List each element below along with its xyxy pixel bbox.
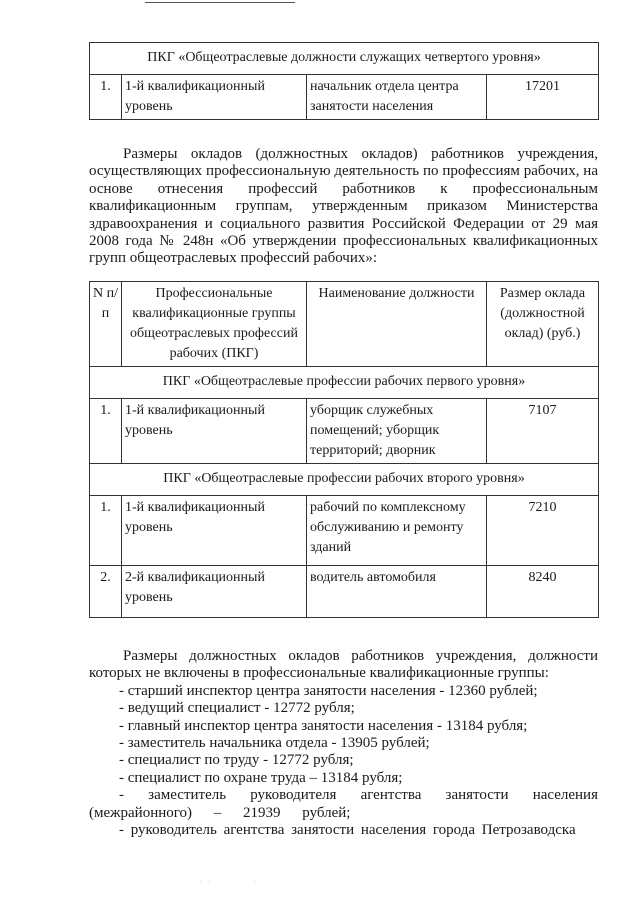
paragraph-other-positions <box>89 648 598 839</box>
list-item: - старший инспектор центра занятости населения - 12360 рублей; <box>119 682 538 699</box>
header-position: Наименование должности <box>307 282 487 367</box>
group-row <box>90 43 599 75</box>
salary-value: 8240 <box>487 566 599 618</box>
paragraph-text: Размеры окладов (должностных окладов) работников учреждения, осуществляющих профессиональную деятельность по профессиям рабочих, на основе отнесения профессий работников к профессиональным квалификационным группам, утвержденным приказом Министерства здравоохранения и социального развития Российской Федерации от 29 мая 2008 года № 248н «Об утверждении профессиональных квалификационных групп общеотраслевых профессий рабочих»: <box>89 146 598 267</box>
scan-marks: · · · <box>200 878 258 886</box>
qualification-level: 2-й квалификационный уровень <box>122 566 307 618</box>
list-item: - специалист по охране труда – 13184 рубля; <box>119 769 403 786</box>
group-row <box>90 464 599 496</box>
list-item: - заместитель руководителя агентства занятости населения (межрайонного) – 21939 рублей; <box>89 787 598 821</box>
group-row <box>90 367 599 399</box>
row-number: 1. <box>90 399 122 464</box>
table-row <box>90 399 599 464</box>
table-row <box>90 496 599 566</box>
position-name: водитель автомобиля <box>307 566 487 618</box>
header-group: Профессиональные квалификационные группы общеотраслевых профессий рабочих (ПКГ) <box>122 282 307 367</box>
salary-table-workers <box>89 281 599 618</box>
list-item: - ведущий специалист - 12772 рубля; <box>119 700 355 717</box>
list-item: - главный инспектор центра занятости населения - 13184 рубля; <box>119 717 528 734</box>
qualification-level: 1-й квалификационный уровень <box>122 75 307 120</box>
table-row <box>90 566 599 618</box>
header-number: N п/п <box>90 282 122 367</box>
salary-table-servants <box>89 42 599 120</box>
row-number: 2. <box>90 566 122 618</box>
list-item: - заместитель начальника отдела - 13905 рублей; <box>119 735 430 752</box>
position-name: начальник отдела центра занятости населения <box>307 75 487 120</box>
qualification-level: 1-й квалификационный уровень <box>122 496 307 566</box>
row-number: 1. <box>90 496 122 566</box>
list-item: - специалист по труду - 12772 рубля; <box>119 752 354 769</box>
salary-list <box>89 683 598 840</box>
row-number: 1. <box>90 75 122 120</box>
table-row <box>90 75 599 120</box>
top-rule <box>145 2 295 3</box>
paragraph-workers-intro <box>89 146 598 268</box>
salary-value: 7210 <box>487 496 599 566</box>
list-item: - руководитель агентства занятости населения города Петрозаводска <box>119 822 576 839</box>
position-name: рабочий по комплексному обслуживанию и ремонту зданий <box>307 496 487 566</box>
group-title: ПКГ «Общеотраслевые должности служащих четвертого уровня» <box>90 43 599 75</box>
table-header-row <box>90 282 599 367</box>
group-title: ПКГ «Общеотраслевые профессии рабочих второго уровня» <box>90 464 599 496</box>
salary-value: 17201 <box>487 75 599 120</box>
header-salary: Размер оклада (должностной оклад) (руб.) <box>487 282 599 367</box>
position-name: уборщик служебных помещений; уборщик территорий; дворник <box>307 399 487 464</box>
salary-value: 7107 <box>487 399 599 464</box>
qualification-level: 1-й квалификационный уровень <box>122 399 307 464</box>
paragraph-text: Размеры должностных окладов работников учреждения, должности которых не включены в профессиональные квалификационные группы: <box>89 648 598 682</box>
group-title: ПКГ «Общеотраслевые профессии рабочих первого уровня» <box>90 367 599 399</box>
